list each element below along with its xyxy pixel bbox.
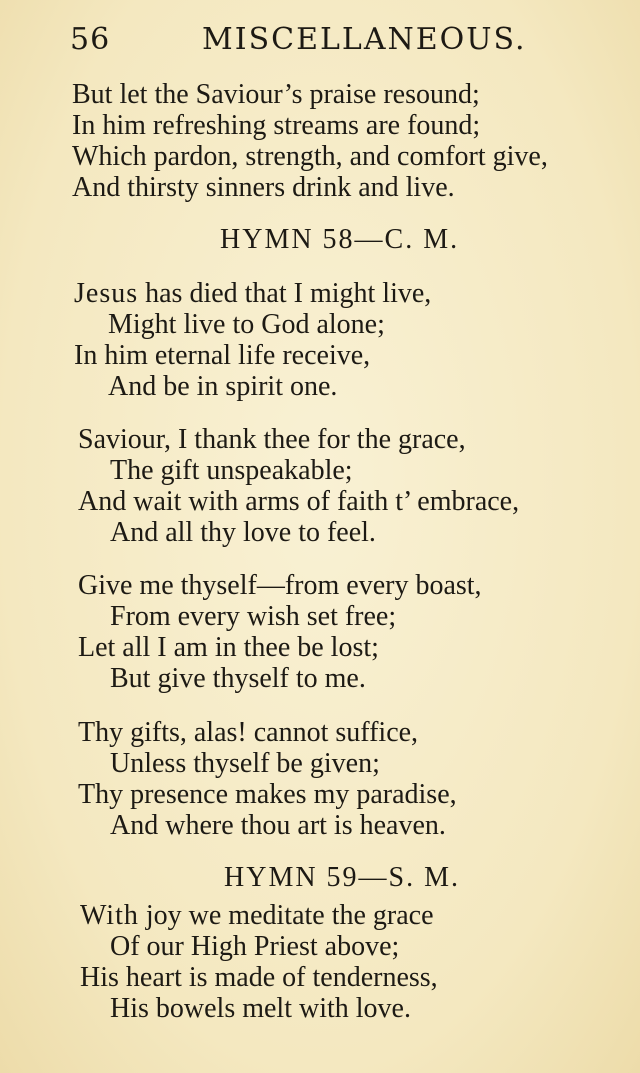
verse-line: Saviour, I thank thee for the grace,: [78, 424, 466, 455]
verse-line: Of our High Priest above;: [110, 931, 400, 962]
hymn-58-title: HYMN 58—C. M.: [220, 224, 460, 255]
page-header: [70, 22, 630, 62]
running-head: MISCELLANEOUS.: [202, 22, 527, 57]
verse-line: Unless thyself be given;: [110, 748, 380, 779]
verse-line: Might live to God alone;: [108, 309, 385, 340]
verse-line: [74, 279, 431, 309]
verse-line: From every wish set free;: [110, 601, 397, 632]
verse-line: In him eternal life receive,: [74, 340, 371, 371]
verse-line-rest: joy we meditate the grace: [138, 900, 434, 931]
verse-line: And thirsty sinners drink and live.: [72, 172, 455, 203]
page-number: 56: [70, 22, 111, 57]
verse-line-rest: has died that I might live,: [138, 278, 432, 309]
verse-line: Give me thyself—from every boast,: [78, 570, 482, 601]
verse-line: [80, 901, 434, 931]
verse-line: Let all I am in thee be lost;: [78, 632, 379, 663]
verse-line: The gift unspeakable;: [110, 455, 353, 486]
small-caps-first-word: Jesus: [74, 278, 139, 309]
verse-line: But let the Saviour’s praise resound;: [72, 79, 480, 110]
verse-line: And where thou art is heaven.: [110, 810, 446, 841]
verse-line: Which pardon, strength, and comfort give,: [72, 141, 548, 172]
verse-line: And wait with arms of faith t’ embrace,: [78, 486, 520, 517]
verse-line: But give thyself to me.: [110, 663, 366, 694]
verse-line: His heart is made of tenderness,: [80, 962, 438, 993]
verse-line: And all thy love to feel.: [110, 517, 376, 548]
verse-line: Thy gifts, alas! cannot suffice,: [78, 717, 419, 748]
hymn-59-title: HYMN 59—S. M.: [224, 862, 461, 893]
verse-line: In him refreshing streams are found;: [72, 110, 481, 141]
verse-line: Thy presence makes my paradise,: [78, 779, 457, 810]
verse-line: And be in spirit one.: [108, 371, 338, 402]
verse-line: His bowels melt with love.: [110, 993, 411, 1024]
small-caps-first-word: With: [80, 900, 139, 931]
